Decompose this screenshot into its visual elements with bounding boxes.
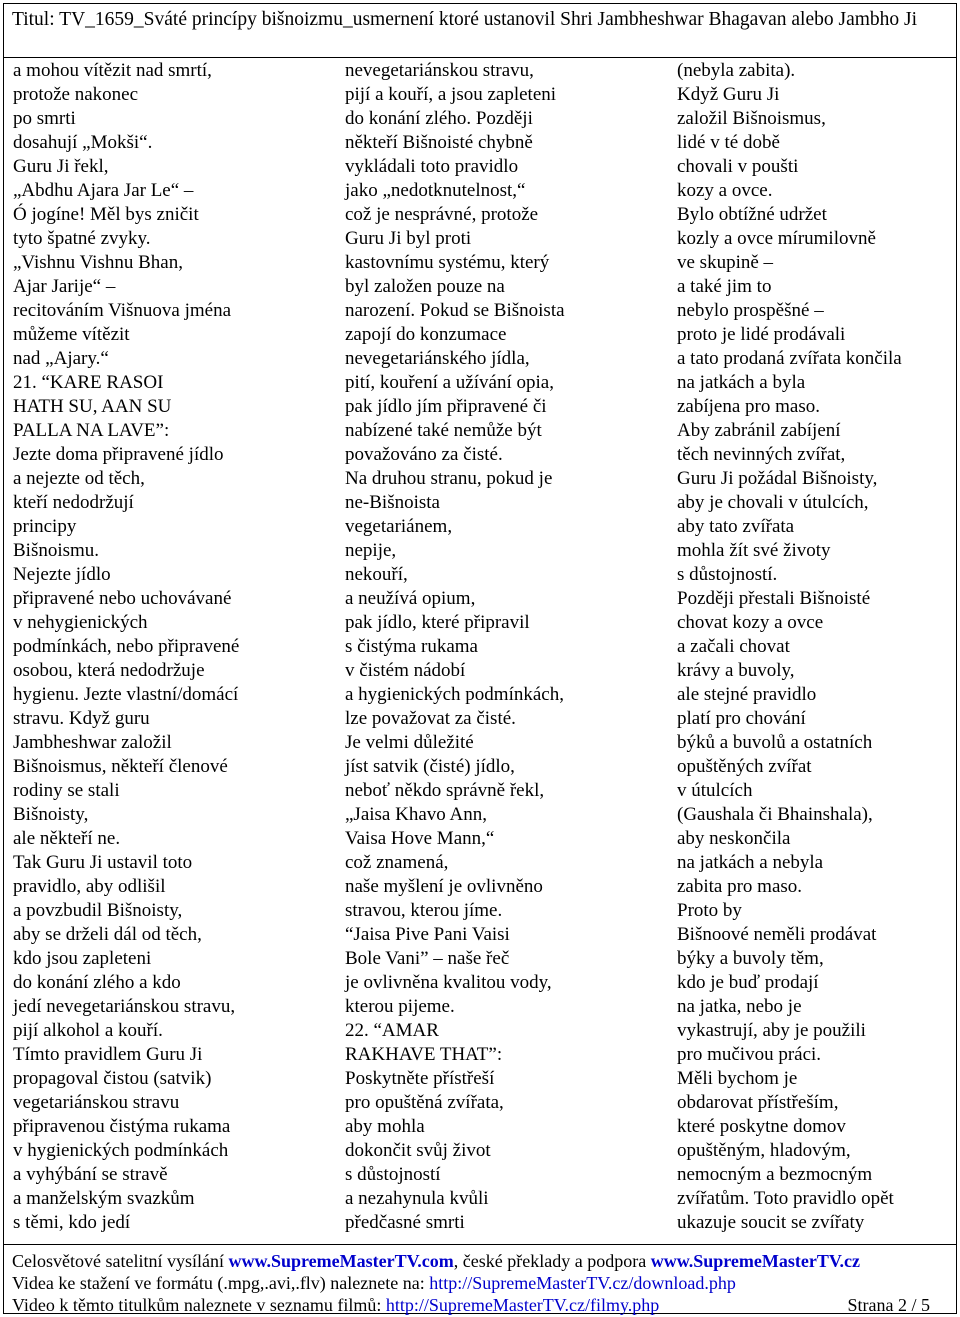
- text-line: je ovlivněna kvalitou vody,: [345, 972, 552, 993]
- text-line: Ó jogíne! Měl bys zničit: [13, 204, 199, 225]
- text-line: ukazuje soucit se zvířaty: [677, 1212, 865, 1233]
- text-line: pijí a kouří, a jsou zapleteni: [345, 84, 557, 105]
- text-line: Bišnoismus, někteří členové: [13, 756, 228, 777]
- text-line: s těmi, kdo jedí: [13, 1212, 131, 1233]
- suprememastertv-cz-link[interactable]: www.SupremeMasterTV.cz: [650, 1251, 861, 1271]
- text-line: 22. “AMAR: [345, 1020, 439, 1041]
- text-line: a mohou vítězit nad smrtí,: [13, 60, 212, 81]
- text-line: dokončit svůj život: [345, 1140, 491, 1161]
- broadcast-label: Celosvětové satelitní vysílání: [12, 1251, 224, 1271]
- text-line: Bišnoové neměli prodávat: [677, 924, 877, 945]
- text-line: což je nesprávné, protože: [345, 204, 539, 225]
- text-line: hygienu. Jezte vlastní/domácí: [13, 684, 239, 705]
- text-line: vykládali toto pravidlo: [345, 156, 519, 177]
- text-line: Proto by: [677, 900, 742, 921]
- download-label: Videa ke stažení ve formátu (.mpg,.avi,.flv) naleznete na:: [12, 1273, 425, 1293]
- text-line: považováno za čisté.: [345, 444, 503, 465]
- text-line: zapojí do konzumace: [345, 324, 507, 345]
- text-line: lze považovat za čisté.: [345, 708, 516, 729]
- page-number: Strana 2 / 5: [847, 1295, 930, 1315]
- text-line: stravu. Když guru: [13, 708, 150, 729]
- text-line: lidé v té době: [677, 132, 780, 153]
- text-line: někteří Bišnoisté chybně: [345, 132, 533, 153]
- text-line: Guru Ji požádal Bišnoisty,: [677, 468, 878, 489]
- footer-line-broadcast: [12, 1250, 948, 1272]
- text-line: aby je chovali v útulcích,: [677, 492, 869, 513]
- text-line: pro mučivou práci.: [677, 1044, 822, 1065]
- text-line: byl založen pouze na: [345, 276, 505, 297]
- text-line: pro opuštěná zvířata,: [345, 1092, 504, 1113]
- text-line: s důstojností: [345, 1164, 441, 1185]
- text-line: a povzbudil Bišnoisty,: [13, 900, 183, 921]
- text-line: narození. Pokud se Bišnoista: [345, 300, 565, 321]
- text-line: Nejezte jídlo: [13, 564, 111, 585]
- text-line: aby neskončila: [677, 828, 791, 849]
- text-line: (Gaushala či Bhainshala),: [677, 804, 873, 825]
- text-line: chovali v poušti: [677, 156, 799, 177]
- text-column-2: [345, 59, 665, 1235]
- text-line: Bylo obtížné udržet: [677, 204, 827, 225]
- text-line: „Jaisa Khavo Ann,: [345, 804, 487, 825]
- text-line: Bišnoismu.: [13, 540, 100, 561]
- text-line: Ajar Jarije“ –: [13, 276, 116, 297]
- text-line: Je velmi důležité: [345, 732, 474, 753]
- text-line: Bole Vani” – naše řeč: [345, 948, 510, 969]
- text-line: Guru Ji řekl,: [13, 156, 109, 177]
- text-line: na jatka, nebo je: [677, 996, 802, 1017]
- text-line: HATH SU, AAN SU: [13, 396, 172, 417]
- text-line: do konání zlého a kdo: [13, 972, 181, 993]
- text-line: s čistýma rukama: [345, 636, 478, 657]
- text-line: vykastrují, aby je použili: [677, 1020, 866, 1041]
- text-line: podmínkách, nebo připravené: [13, 636, 240, 657]
- text-line: Měli bychom je: [677, 1068, 798, 1089]
- text-line: vegetariánem,: [345, 516, 453, 537]
- text-line: zabita pro maso.: [677, 876, 803, 897]
- text-line: ne-Bišnoista: [345, 492, 440, 513]
- text-line: Aby zabránil zabíjení: [677, 420, 841, 441]
- text-line: na jatkách a byla: [677, 372, 806, 393]
- document-page: [3, 3, 957, 1314]
- text-line: býky a buvoly těm,: [677, 948, 824, 969]
- text-line: zvířatům. Toto pravidlo opět: [677, 1188, 894, 1209]
- text-line: kteří nedodržují: [13, 492, 134, 513]
- text-line: opuštěným, hladovým,: [677, 1140, 851, 1161]
- text-line: nebylo prospěšné –: [677, 300, 824, 321]
- text-line: „Abdhu Ajara Jar Le“ –: [13, 180, 194, 201]
- text-line: nad „Ajary.“: [13, 348, 109, 369]
- text-line: Na druhou stranu, pokud je: [345, 468, 553, 489]
- text-line: recitováním Višnuova jména: [13, 300, 232, 321]
- text-line: rodiny se stali: [13, 780, 120, 801]
- footer-line-download: [12, 1272, 948, 1294]
- text-line: kozy a ovce.: [677, 180, 773, 201]
- text-line: do konání zlého. Později: [345, 108, 533, 129]
- text-line: nabízené také nemůže být: [345, 420, 542, 441]
- text-line: v čistém nádobí: [345, 660, 466, 681]
- text-line: “Jaisa Pive Pani Vaisi: [345, 924, 510, 945]
- text-line: Bišnoisty,: [13, 804, 89, 825]
- translation-label: , české překlady a podpora: [453, 1251, 647, 1271]
- text-line: Jezte doma připravené jídlo: [13, 444, 224, 465]
- text-line: „Vishnu Vishnu Bhan,: [13, 252, 183, 273]
- text-line: můžeme vítězit: [13, 324, 130, 345]
- text-line: Vaisa Hove Mann,“: [345, 828, 495, 849]
- text-line: kterou pijeme.: [345, 996, 455, 1017]
- text-line: PALLA NA LAVE”:: [13, 420, 170, 441]
- text-line: a nejezte od těch,: [13, 468, 145, 489]
- text-line: 21. “KARE RASOI: [13, 372, 164, 393]
- text-line: krávy a buvoly,: [677, 660, 795, 681]
- text-line: Guru Ji byl proti: [345, 228, 472, 249]
- text-line: aby mohla: [345, 1116, 425, 1137]
- text-line: propagoval čistou (satvik): [13, 1068, 212, 1089]
- text-line: pravidlo, aby odlišil: [13, 876, 166, 897]
- text-line: nemocným a bezmocným: [677, 1164, 873, 1185]
- text-line: zabíjena pro maso.: [677, 396, 820, 417]
- text-line: mohla žít své životy: [677, 540, 831, 561]
- text-line: a neužívá opium,: [345, 588, 476, 609]
- text-column-3: [677, 59, 957, 1235]
- text-line: kozly a ovce mírumilovně: [677, 228, 876, 249]
- document-title: Titul: TV_1659_Sváté princípy bišnoizmu_usmernení ktoré ustanovil Shri Jambheshwar Bhagavan alebo Jambho Ji: [4, 4, 956, 58]
- text-line: nepije,: [345, 540, 397, 561]
- text-line: nekouří,: [345, 564, 408, 585]
- text-line: připravenou čistýma rukama: [13, 1116, 231, 1137]
- text-line: principy: [13, 516, 77, 537]
- text-line: vegetariánskou stravu: [13, 1092, 180, 1113]
- text-line: tyto špatné zvyky.: [13, 228, 151, 249]
- text-line: nevegetariánského jídla,: [345, 348, 530, 369]
- text-line: kastovnímu systému, který: [345, 252, 550, 273]
- text-column-1: [13, 59, 333, 1235]
- footer-line-films: [12, 1294, 948, 1316]
- text-line: předčasné smrti: [345, 1212, 465, 1233]
- text-line: protože nakonec: [13, 84, 139, 105]
- text-line: s důstojností.: [677, 564, 778, 585]
- text-line: proto je lidé prodávali: [677, 324, 846, 345]
- text-line: v nehygienických: [13, 612, 148, 633]
- text-line: jedí nevegetariánskou stravu,: [13, 996, 236, 1017]
- text-line: Když Guru Ji: [677, 84, 780, 105]
- text-line: v hygienických podmínkách: [13, 1140, 229, 1161]
- text-line: nevegetariánskou stravu,: [345, 60, 534, 81]
- text-line: což znamená,: [345, 852, 449, 873]
- text-line: Později přestali Bišnoisté: [677, 588, 871, 609]
- text-line: stravou, kterou jíme.: [345, 900, 503, 921]
- text-line: a hygienických podmínkách,: [345, 684, 564, 705]
- text-line: založil Bišnoismus,: [677, 108, 826, 129]
- text-line: naše myšlení je ovlivněno: [345, 876, 543, 897]
- download-link[interactable]: http://SupremeMasterTV.cz/download.php: [429, 1273, 736, 1293]
- text-line: osobou, která nedodržuje: [13, 660, 205, 681]
- text-line: kdo jsou zapleteni: [13, 948, 152, 969]
- text-line: po smrti: [13, 108, 76, 129]
- text-line: aby se drželi dál od těch,: [13, 924, 202, 945]
- text-line: Jambheshwar založil: [13, 732, 172, 753]
- text-line: dosahují „Mokši“.: [13, 132, 153, 153]
- text-line: a začali chovat: [677, 636, 790, 657]
- text-line: Tímto pravidlem Guru Ji: [13, 1044, 203, 1065]
- text-line: pijí alkohol a kouří.: [13, 1020, 163, 1041]
- text-line: pak jídlo, které připravil: [345, 612, 530, 633]
- text-line: chovat kozy a ovce: [677, 612, 824, 633]
- text-line: a manželským svazkům: [13, 1188, 195, 1209]
- text-line: jíst satvik (čisté) jídlo,: [345, 756, 515, 777]
- text-line: a tato prodaná zvířata končila: [677, 348, 902, 369]
- text-line: a také jim to: [677, 276, 772, 297]
- text-line: ve skupině –: [677, 252, 774, 273]
- text-line: na jatkách a nebyla: [677, 852, 824, 873]
- text-line: kdo je buď prodají: [677, 972, 819, 993]
- films-link[interactable]: http://SupremeMasterTV.cz/filmy.php: [385, 1295, 660, 1315]
- text-line: platí pro chování: [677, 708, 806, 729]
- text-line: pití, kouření a užívání opia,: [345, 372, 554, 393]
- suprememastertv-com-link[interactable]: www.SupremeMasterTV.com: [228, 1251, 454, 1271]
- text-line: RAKHAVE THAT”:: [345, 1044, 503, 1065]
- text-line: ale někteří ne.: [13, 828, 121, 849]
- text-line: Poskytněte přístřeší: [345, 1068, 495, 1089]
- text-line: býků a buvolů a ostatních: [677, 732, 873, 753]
- text-line: opuštěných zvířat: [677, 756, 812, 777]
- text-line: které poskytne domov: [677, 1116, 846, 1137]
- text-line: obdarovat přístřeším,: [677, 1092, 839, 1113]
- text-line: Tak Guru Ji ustavil toto: [13, 852, 193, 873]
- text-line: a vyhýbání se stravě: [13, 1164, 168, 1185]
- text-line: pak jídlo jím připravené či: [345, 396, 547, 417]
- films-label: Video k těmto titulkům naleznete v seznamu filmů:: [12, 1295, 382, 1315]
- text-line: těch nevinných zvířat,: [677, 444, 846, 465]
- text-line: neboť někdo správně řekl,: [345, 780, 545, 801]
- text-line: aby tato zvířata: [677, 516, 795, 537]
- text-line: a nezahynula kvůli: [345, 1188, 489, 1209]
- text-line: ale stejné pravidlo: [677, 684, 817, 705]
- text-line: (nebyla zabita).: [677, 60, 796, 81]
- page-footer: [4, 1244, 956, 1314]
- text-line: v útulcích: [677, 780, 753, 801]
- text-line: připravené nebo uchovávané: [13, 588, 232, 609]
- text-line: jako „nedotknutelnost,“: [345, 180, 526, 201]
